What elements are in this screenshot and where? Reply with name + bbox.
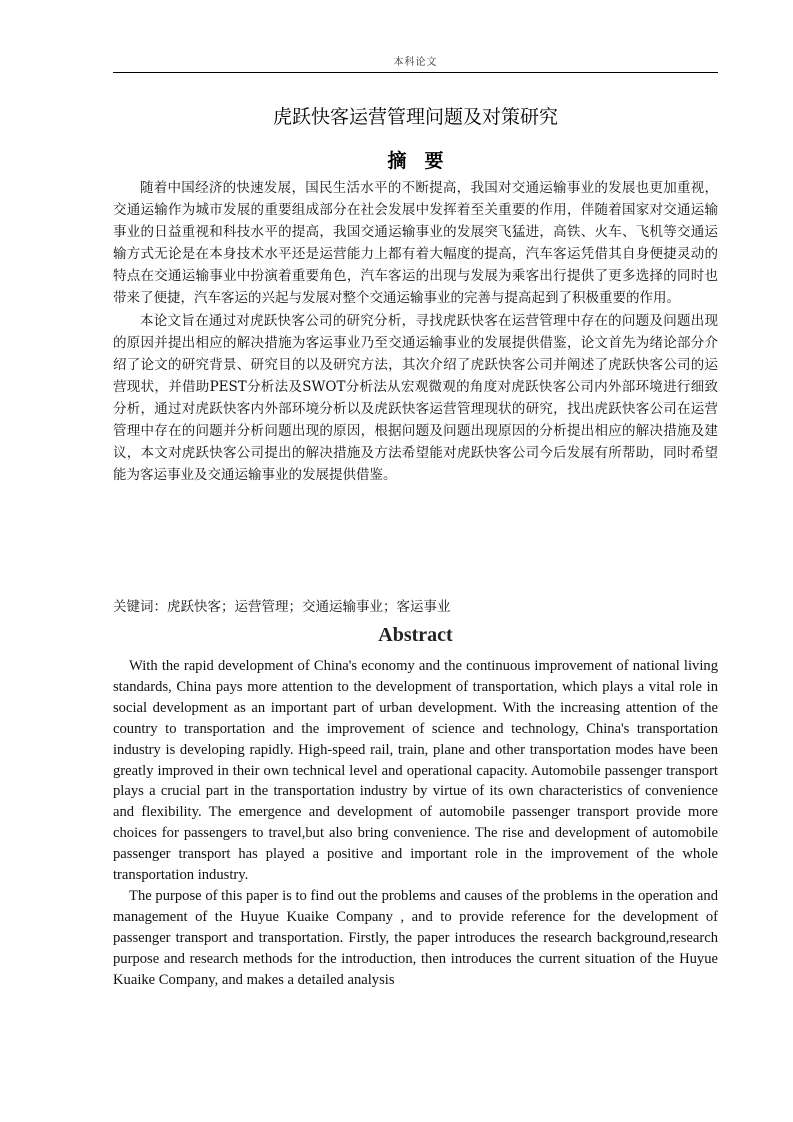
abstract-en-paragraph: The purpose of this paper is to find out the problems and causes of the problems in the operation and management of the Huyue Kuaike Company , and to provide reference for the development of passenger transport and transportation. Firstly, the paper introduces the research background,research purpose and research methods for the introduction, then introduces the current situation of the Huyue Kuaike Company, and makes a detailed analysis — [113, 887, 718, 988]
abstract-cn-paragraph: 本论文旨在通过对虎跃快客公司的研究分析，寻找虎跃快客在运营管理中存在的问题及问题出现的原因并提出相应的解决措施为客运事业乃至交通运输事业的发展提供借鉴，论文首先为绪论部分介绍了论文的研究背景、研究目的以及研究方法，其次介绍了虎跃快客公司并阐述了虎跃快客公司的运营现状，并借助PEST分析法及SWOT分析法从宏观微观的角度对虎跃快客公司内外部环境进行细致分析，通过对虎跃快客内外部环境分析以及虎跃快客运营管理现状的研究，找出虎跃快客公司在运营管理中存在的问题并分析问题出现的原因，根据问题及问题出现原因的分析提出相应的解决措施及建议，本文对虎跃快客公司提出的解决措施及方法希望能对虎跃快客公司今后发展有所帮助，同时希望能为客运事业及交通运输事业的发展提供借鉴。 — [113, 312, 718, 484]
keywords-label: 关键词： — [113, 599, 167, 615]
header-rule — [113, 72, 718, 73]
abstract-cn-paragraph: 随着中国经济的快速发展，国民生活水平的不断提高，我国对交通运输事业的发展也更加重视，交通运输作为城市发展的重要组成部分在社会发展中发挥着至关重要的作用，伴随着国家对交通运输事业的日益重视和科技水平的提高，我国交通运输事业的发展突飞猛进，高铁、火车、飞机等交通运输方式无论是在本身技术水平还是运营能力上都有着大幅度的提高，汽车客运凭借其自身便捷灵动的特点在交通运输事业中扮演着重要角色，汽车客运的出现与发展为乘客出行提供了更多选择的同时也带来了便捷，汽车客运的兴起与发展对整个交通运输事业的完善与提高起到了积极重要的作用。 — [113, 180, 718, 307]
document-title: 虎跃快客运营管理问题及对策研究 — [272, 106, 558, 128]
abstract-en-paragraph: With the rapid development of China's economy and the continuous improvement of national living standards, China pays more attention to the development of transportation, which plays a vital role in social development as an important part of urban development. With the increasing attention of the country to transportation and the improvement of science and technology, China's transportation industry is developing rapidly. High-speed rail, train, plane and other transportation modes have been greatly improved in their own technical level and operational capacity. Automobile passenger transport plays a crucial part in the transportation industry by virtue of its own characteristics of convenience and flexibility. The emergence and development of automobile passenger transport provide more choices for passengers to travel,but also bring convenience. The rise and development of automobile passenger transport has played a positive and important role in the improvement of the whole transportation industry. — [113, 658, 718, 884]
abstract-en-body — [113, 656, 718, 991]
keywords-line — [113, 595, 718, 615]
abstract-cn-heading: 摘要 — [387, 150, 462, 172]
running-header: 本科论文 — [393, 57, 438, 68]
abstract-en-heading: Abstract — [378, 624, 453, 646]
abstract-cn-body — [113, 177, 718, 486]
keywords-value: 虎跃快客；运营管理；交通运输事业；客运事业 — [167, 599, 451, 615]
